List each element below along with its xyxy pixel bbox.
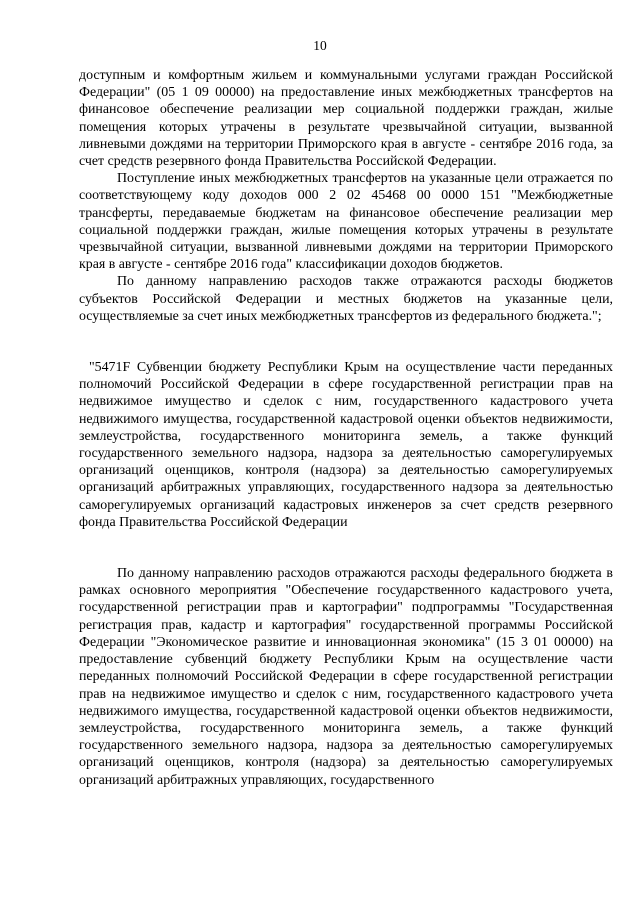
paragraph-5: По данному направлению расходов отражаются расходы федерального бюджета в рамках основного мероприятия "Обеспечение государственного кадастрового учета, государственной регистрации прав и картографии" подпрограммы "Государственная регистрация прав, кадастр и картография" государственной программы Российской Федерации "Экономическое развитие и инновационная экономика" (15 3 01 00000) на предоставление субвенций бюджету Республики Крым на осуществление части переданных полномочий Российской Федерации в сфере государственной регистрации прав на недвижимое имущество и сделок с ним, государственного кадастрового учета недвижимого имущества, государственной кадастровой оценки объектов недвижимости, землеустройства, государственного мониторинга земель, а также функций государственного земельного надзора, надзора за деятельностью саморегулируемых организаций оценщиков, контроля (надзора) за деятельностью саморегулируемых организаций арбитражных управляющих, государственного: [79, 566, 613, 788]
paragraph-1: доступным и комфортным жильем и коммунальными услугами граждан Российской Федерации" (05 1 09 00000) на предоставление иных межбюджетных трансфертов на финансовое обеспечение реализации мер социальной поддержки граждан, жилые помещения которых утрачены в результате чрезвычайной ситуации, вызванной ливневыми дождями на территории Приморского края в августе - сентябре 2016 года, за счет средств резервного фонда Правительства Российской Федерации.: [79, 68, 613, 170]
paragraph-4: "5471F Субвенции бюджету Республики Крым на осуществление части переданных полномочий Российской Федерации в сфере государственной регистрации прав на недвижимое имущество и сделок с ним, государственного кадастрового учета недвижимого имущества, государственной кадастровой оценки объектов недвижимости, землеустройства, государственного мониторинга земель, а также функций государственного земельного надзора, надзора за деятельностью саморегулируемых организаций оценщиков, контроля (надзора) за деятельностью саморегулируемых организаций арбитражных управляющих, государственного надзора за деятельностью саморегулируемых организаций кадастровых инженеров за счет средств резервного фонда Правительства Российской Федерации: [79, 360, 613, 530]
section-spacer: [79, 531, 613, 565]
paragraph-3: По данному направлению расходов также отражаются расходы бюджетов субъектов Российской Федерации и местных бюджетов на указанные цели, осуществляемые за счет иных межбюджетных трансфертов из федерального бюджета.";: [79, 274, 613, 324]
document-body: [79, 67, 613, 789]
page-number: 10: [313, 38, 327, 53]
section-spacer: [79, 325, 613, 359]
paragraph-2: Поступление иных межбюджетных трансфертов на указанные цели отражается по соответствующему коду доходов 000 2 02 45468 00 0000 151 "Межбюджетные трансферты, передаваемые бюджетам на финансовое обеспечение реализации мер социальной поддержки граждан, жилые помещения которых утрачены в результате чрезвычайной ситуации, вызванной ливневыми дождями на территории Приморского края в августе - сентябре 2016 года" классификации доходов бюджетов.: [79, 171, 613, 273]
